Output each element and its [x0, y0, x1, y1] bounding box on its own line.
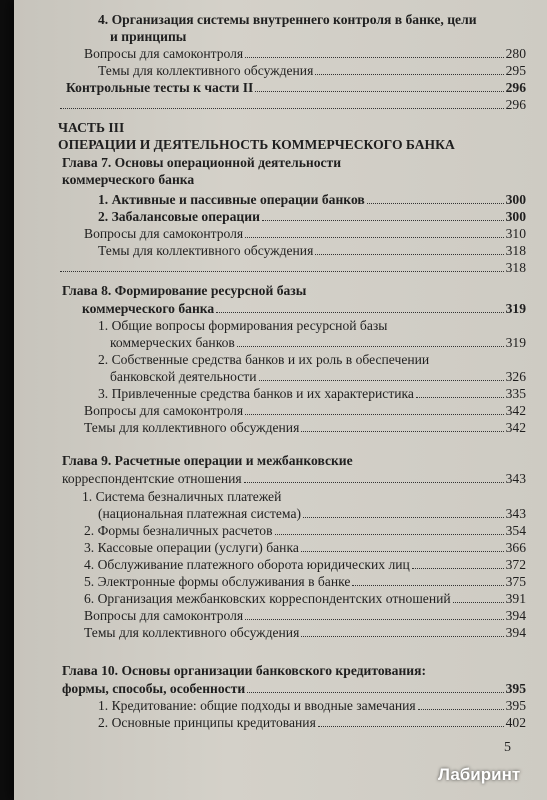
- toc-entry: 3. Привлеченные средства банков и их характеристика 335: [98, 386, 526, 401]
- toc-item-4-line2: и принципы: [110, 29, 187, 44]
- toc-entry: Темы для коллективного обсуждения 295: [98, 63, 526, 78]
- part-heading: ЧАСТЬ III: [58, 120, 125, 135]
- chapter-title: Глава 10. Основы организации банковского кредитования:: [62, 663, 427, 678]
- toc-entry-line1: 2. Собственные средства банков и их роль в обеспечении: [98, 352, 430, 367]
- toc-entry-page-only: 296: [58, 96, 526, 113]
- toc-entry: Темы для коллективного обсуждения 394: [84, 625, 526, 640]
- toc-entry-tests: Контрольные тесты к части II 296: [66, 80, 526, 95]
- toc-entry: Вопросы для самоконтроля 342: [84, 403, 526, 418]
- toc-entry: 6. Организация межбанковских корреспондентских отношений 391: [84, 591, 526, 606]
- chapter-title: коммерческого банка 319: [82, 301, 526, 316]
- toc-entry: коммерческих банков 319: [110, 335, 526, 350]
- page-number: 5: [504, 740, 511, 755]
- toc-entry: 3. Кассовые операции (услуги) банка 366: [84, 540, 526, 555]
- toc-entry: (национальная платежная система) 343: [98, 506, 526, 521]
- chapter-title: коммерческого банка: [62, 172, 195, 187]
- toc-entry: Вопросы для самоконтроля 310: [84, 226, 526, 241]
- chapter-title: корреспондентские отношения 343: [62, 471, 526, 486]
- toc-entry: Вопросы для самоконтроля 394: [84, 608, 526, 623]
- book-page: [14, 0, 547, 800]
- toc-entry: 2. Основные принципы кредитования 402: [98, 715, 526, 730]
- toc-entry-line1: 1. Система безналичных платежей: [82, 489, 282, 504]
- toc-entry: Вопросы для самоконтроля 280: [84, 46, 526, 61]
- part-title: ОПЕРАЦИИ И ДЕЯТЕЛЬНОСТЬ КОММЕРЧЕСКОГО БАНКА: [58, 137, 455, 152]
- toc-entry: Темы для коллективного обсуждения 342: [84, 420, 526, 435]
- toc-entry: 2. Формы безналичных расчетов 354: [84, 523, 526, 538]
- toc-entry: 2. Забалансовые операции 300: [98, 209, 526, 224]
- toc-entry: 1. Кредитование: общие подходы и вводные замечания 395: [98, 698, 526, 713]
- toc-item-4-line1: 4. Организация системы внутреннего контроля в банке, цели: [98, 12, 477, 27]
- chapter-title: Глава 7. Основы операционной деятельности: [62, 155, 342, 170]
- toc-entry-line1: 1. Общие вопросы формирования ресурсной базы: [98, 318, 388, 333]
- toc-entry: Темы для коллективного обсуждения 318: [98, 243, 526, 258]
- toc-entry: банковской деятельности 326: [110, 369, 526, 384]
- toc-entry: 4. Обслуживание платежного оборота юридических лиц 372: [84, 557, 526, 572]
- chapter-title: Глава 9. Расчетные операции и межбанковские: [62, 453, 353, 468]
- toc-entry: 1. Активные и пассивные операции банков 300: [98, 192, 526, 207]
- toc-entry-page-only: 318: [58, 259, 526, 276]
- watermark-logo: Лабиринт: [438, 765, 521, 784]
- toc-entry: 5. Электронные формы обслуживания в банке 375: [84, 574, 526, 589]
- chapter-title: формы, способы, особенности 395: [62, 681, 526, 696]
- chapter-title: Глава 8. Формирование ресурсной базы: [62, 283, 307, 298]
